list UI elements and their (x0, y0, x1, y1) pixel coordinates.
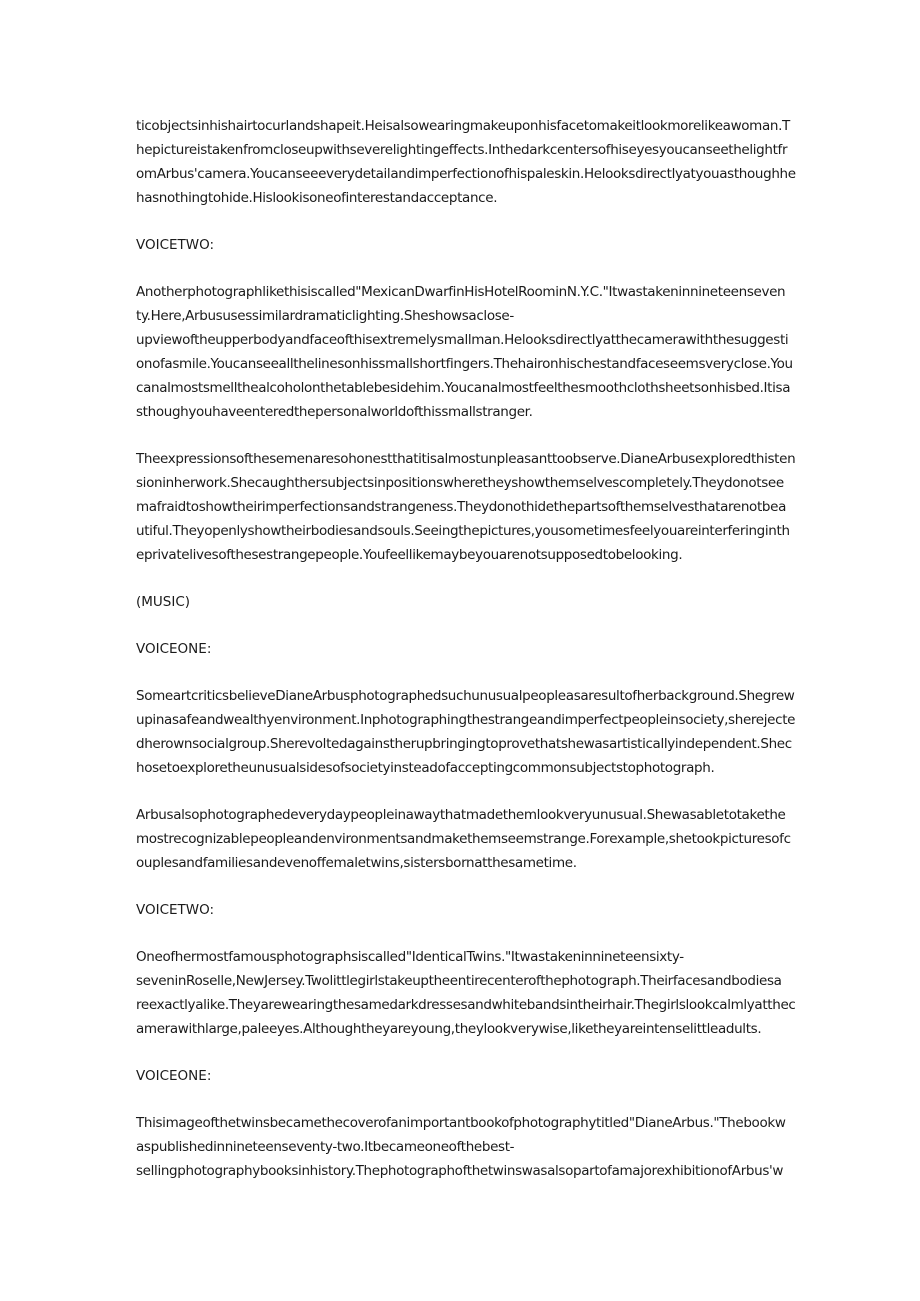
paragraph-line: sioninherwork.Shecaughthersubjectsinpositionswheretheyshowthemselvescompletely.Theydonotsee (136, 475, 784, 491)
paragraph-line: sellingphotographybooksinhistory.ThephotographofthetwinswasalsopartofamajorexhibitionofArbus'w (136, 1163, 784, 1179)
paragraph (136, 803, 791, 875)
paragraph (136, 684, 796, 780)
speaker-label: VOICEONE: (136, 641, 212, 657)
paragraph-line: mafraidtoshowtheirimperfectionsandstrangeness.Theydonothidethepartsofthemselvesthatarenotbea (136, 499, 787, 515)
paragraph-line: Oneofhermostfamousphotographsiscalled"IdenticalTwins."Itwastakeninnineteensixty- (136, 949, 684, 965)
paragraph-line: utiful.Theyopenlyshowtheirbodiesandsouls.Seeingthepictures,yousometimesfeelyouareinterferinginth (136, 523, 790, 539)
paragraph-line: sthoughyouhaveenteredthepersonalworldofthissmallstranger. (136, 404, 533, 420)
speaker-label: VOICETWO: (136, 902, 215, 918)
paragraph-line: ouplesandfamiliesandevenoffemaletwins,sistersbornatthesametime. (136, 855, 577, 871)
paragraph-line: Anotherphotographlikethisiscalled"MexicanDwarfinHisHotelRoominN.Y.C."Itwastakeninnineteenseven (136, 284, 786, 300)
paragraph-line: mostrecognizablepeopleandenvironmentsandmakethemseemstrange.Forexample,shetookpicturesofc (136, 831, 791, 847)
paragraph-line: dherownsocialgroup.Sherevoltedagainstherupbringingtoprovethatshewasartisticallyindependent.Shec (136, 736, 792, 752)
paragraph-line: onofasmile.Youcanseeallthelinesonhissmallshortfingers.Thehaironhischestandfaceseemsveryclose.You (136, 356, 793, 372)
paragraph (136, 945, 796, 1041)
speaker-label: VOICEONE: (136, 1068, 212, 1084)
document-page (136, 114, 796, 1206)
paragraph-line: canalmostsmellthealcoholonthetablebesidehim.Youcanalmostfeelthesmoothclothsheetsonhisbed.Itisa (136, 380, 791, 396)
paragraph-line: eprivatelivesofthesestrangepeople.Youfeellikemaybeyouarenotsupposedtobelooking. (136, 547, 683, 563)
paragraph (136, 447, 796, 567)
paragraph-line: hosetoexploretheunusualsidesofsocietyinsteadofacceptingcommonsubjectstophotograph. (136, 760, 715, 776)
paragraph-line: upinasafeandwealthyenvironment.Inphotographingthestrangeandimperfectpeopleinsociety,sherejecte (136, 712, 796, 728)
paragraph-line: hepictureistakenfromcloseupwithseverelightingeffects.Inthedarkcentersofhiseyesyoucanseethelightfr (136, 142, 788, 158)
paragraph-line: upviewoftheupperbodyandfaceofthisextremelysmallman.Helooksdirectlyatthecamerawiththesuggesti (136, 332, 789, 348)
paragraph-line: ticobjectsinhishairtocurlandshapeit.Heisalsowearingmakeuponhisfacetomakeitlookmorelikeawoman.T (136, 118, 790, 134)
paragraph-line: reexactlyalike.Theyarewearingthesamedarkdressesandwhitebandsintheirhair.Thegirlslookcalmlyatthec (136, 997, 796, 1013)
paragraph-line: aspublishedinnineteenseventy-two.Itbecameoneofthebest- (136, 1139, 515, 1155)
paragraph (136, 114, 796, 210)
paragraph-line: Arbusalsophotographedeverydaypeopleinawaythatmadethemlookveryunusual.Shewasabletotakethe (136, 807, 786, 823)
paragraph-line: SomeartcriticsbelieveDianeArbusphotographedsuchunusualpeopleasaresultofherbackground.Shegrew (136, 688, 795, 704)
paragraph-line: Thisimageofthetwinsbecamethecoverofanimportantbookofphotographytitled"DianeArbus."Thebookw (136, 1115, 786, 1131)
paragraph-line: seveninRoselle,NewJersey.Twolittlegirlstakeuptheentirecenterofthephotograph.Theirfacesandbodiesa (136, 973, 782, 989)
paragraph-line: amerawithlarge,paleeyes.Althoughtheyareyoung,theylookverywise,liketheyareintenselittleadults. (136, 1021, 762, 1037)
paragraph-line: ty.Here,Arbususessimilardramaticlighting.Sheshowsaclose- (136, 308, 514, 324)
speaker-label: (MUSIC) (136, 594, 191, 610)
speaker-label: VOICETWO: (136, 237, 215, 253)
paragraph (136, 280, 793, 424)
paragraph-line: omArbus'camera.Youcanseeeverydetailandimperfectionofhispaleskin.Helooksdirectlyatyouasthoughhe (136, 166, 796, 182)
paragraph-line: Theexpressionsofthesemenaresohonestthatitisalmostunpleasanttoobserve.DianeArbusexploredthisten (136, 451, 796, 467)
paragraph (136, 1111, 786, 1183)
paragraph-line: hasnothingtohide.Hislookisoneofinterestandacceptance. (136, 190, 498, 206)
